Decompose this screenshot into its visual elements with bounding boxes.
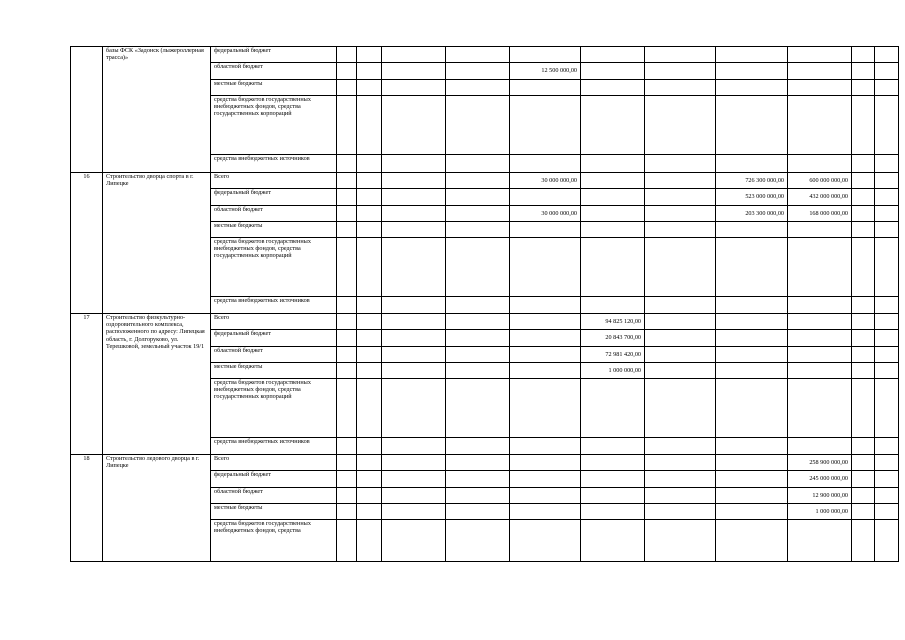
amount-cell <box>875 488 899 504</box>
amount-cell <box>852 347 875 363</box>
amount-cell <box>788 438 852 455</box>
amount-cell <box>446 96 510 155</box>
amount-cell <box>446 80 510 96</box>
amount-cell <box>357 63 382 80</box>
amount-cell <box>645 47 716 63</box>
amount-cell <box>446 206 510 222</box>
amount-cell: 258 900 000,00 <box>788 455 852 471</box>
amount-cell <box>446 488 510 504</box>
amount-cell <box>788 379 852 438</box>
amount-cell <box>875 206 899 222</box>
amount-cell <box>645 438 716 455</box>
amount-cell <box>788 363 852 379</box>
amount-cell <box>382 206 446 222</box>
amount-cell <box>716 330 788 347</box>
amount-cell <box>788 314 852 330</box>
amount-cell <box>581 206 645 222</box>
amount-cell <box>852 488 875 504</box>
amount-cell <box>337 297 357 314</box>
funding-source-cell: областной бюджет <box>211 488 337 504</box>
amount-cell <box>788 238 852 297</box>
amount-cell <box>645 63 716 80</box>
table-row <box>71 455 899 471</box>
amount-cell <box>337 504 357 520</box>
amount-cell <box>446 155 510 173</box>
table-row <box>71 173 899 189</box>
amount-cell <box>382 347 446 363</box>
amount-cell <box>645 222 716 238</box>
amount-cell <box>852 189 875 206</box>
amount-cell <box>852 504 875 520</box>
amount-cell <box>875 96 899 155</box>
amount-cell <box>716 379 788 438</box>
amount-cell <box>716 297 788 314</box>
amount-cell <box>788 80 852 96</box>
amount-cell <box>645 455 716 471</box>
amount-cell <box>788 96 852 155</box>
amount-cell <box>645 488 716 504</box>
amount-cell <box>382 504 446 520</box>
amount-cell: 1 000 000,00 <box>581 363 645 379</box>
funding-source-cell: средства внебюджетных источников <box>211 438 337 455</box>
row-number-cell: 17 <box>71 314 103 455</box>
amount-cell <box>510 96 581 155</box>
table-row <box>71 314 899 330</box>
amount-cell <box>581 471 645 488</box>
funding-source-cell: федеральный бюджет <box>211 330 337 347</box>
amount-cell <box>581 455 645 471</box>
amount-cell <box>581 504 645 520</box>
amount-cell <box>716 80 788 96</box>
amount-cell <box>788 297 852 314</box>
amount-cell <box>875 238 899 297</box>
amount-cell <box>446 438 510 455</box>
amount-cell <box>581 96 645 155</box>
amount-cell: 203 300 000,00 <box>716 206 788 222</box>
amount-cell <box>875 455 899 471</box>
amount-cell <box>788 520 852 562</box>
row-number-cell <box>71 47 103 173</box>
amount-cell: 245 000 000,00 <box>788 471 852 488</box>
amount-cell <box>357 206 382 222</box>
amount-cell <box>357 347 382 363</box>
amount-cell <box>337 379 357 438</box>
funding-source-cell: федеральный бюджет <box>211 47 337 63</box>
amount-cell <box>382 363 446 379</box>
amount-cell <box>581 297 645 314</box>
amount-cell <box>852 471 875 488</box>
amount-cell <box>357 96 382 155</box>
amount-cell <box>875 63 899 80</box>
amount-cell <box>382 189 446 206</box>
amount-cell <box>446 238 510 297</box>
amount-cell <box>357 47 382 63</box>
amount-cell <box>716 488 788 504</box>
amount-cell <box>788 63 852 80</box>
amount-cell <box>852 222 875 238</box>
amount-cell <box>337 455 357 471</box>
amount-cell <box>645 520 716 562</box>
amount-cell <box>510 314 581 330</box>
amount-cell <box>357 80 382 96</box>
funding-source-cell: средства внебюджетных источников <box>211 297 337 314</box>
amount-cell <box>852 379 875 438</box>
amount-cell <box>875 314 899 330</box>
project-name-cell: базы ФСК «Задонск (лыжероллерная трасса)» <box>103 47 211 173</box>
amount-cell <box>788 155 852 173</box>
amount-cell <box>382 438 446 455</box>
amount-cell: 72 981 420,00 <box>581 347 645 363</box>
amount-cell <box>852 206 875 222</box>
amount-cell <box>581 379 645 438</box>
amount-cell <box>510 471 581 488</box>
amount-cell <box>875 504 899 520</box>
amount-cell <box>337 330 357 347</box>
project-name-cell: Строительство ледового дворца в г. Липецке <box>103 455 211 562</box>
amount-cell <box>852 63 875 80</box>
amount-cell <box>357 155 382 173</box>
amount-cell <box>510 347 581 363</box>
amount-cell <box>852 238 875 297</box>
amount-cell: 12 900 000,00 <box>788 488 852 504</box>
amount-cell <box>788 330 852 347</box>
amount-cell <box>852 155 875 173</box>
amount-cell <box>581 63 645 80</box>
amount-cell: 523 000 000,00 <box>716 189 788 206</box>
amount-cell <box>645 363 716 379</box>
amount-cell <box>852 297 875 314</box>
amount-cell <box>446 314 510 330</box>
amount-cell <box>852 47 875 63</box>
amount-cell <box>446 471 510 488</box>
amount-cell <box>382 173 446 189</box>
amount-cell <box>788 222 852 238</box>
amount-cell <box>382 80 446 96</box>
funding-source-cell: средства бюджетов государственных внебюджетных фондов, средства государственных корпораций <box>211 96 337 155</box>
amount-cell <box>716 438 788 455</box>
amount-cell: 432 000 000,00 <box>788 189 852 206</box>
funding-source-cell: Всего <box>211 455 337 471</box>
amount-cell <box>382 63 446 80</box>
amount-cell <box>510 438 581 455</box>
amount-cell <box>788 347 852 363</box>
amount-cell <box>581 238 645 297</box>
amount-cell <box>446 189 510 206</box>
amount-cell <box>716 504 788 520</box>
amount-cell <box>645 297 716 314</box>
amount-cell <box>581 488 645 504</box>
document-sheet <box>70 46 899 562</box>
amount-cell <box>382 238 446 297</box>
amount-cell: 20 843 700,00 <box>581 330 645 347</box>
amount-cell <box>875 155 899 173</box>
amount-cell <box>337 206 357 222</box>
amount-cell <box>716 471 788 488</box>
funding-source-cell: средства бюджетов государственных внебюджетных фондов, средства <box>211 520 337 562</box>
amount-cell <box>446 222 510 238</box>
amount-cell <box>581 222 645 238</box>
amount-cell <box>446 363 510 379</box>
amount-cell <box>382 155 446 173</box>
amount-cell <box>357 330 382 347</box>
amount-cell <box>510 80 581 96</box>
amount-cell <box>357 455 382 471</box>
amount-cell: 1 000 000,00 <box>788 504 852 520</box>
amount-cell <box>510 222 581 238</box>
amount-cell <box>382 488 446 504</box>
funding-source-cell: местные бюджеты <box>211 504 337 520</box>
amount-cell <box>337 471 357 488</box>
amount-cell <box>337 80 357 96</box>
amount-cell <box>510 47 581 63</box>
amount-cell <box>788 47 852 63</box>
amount-cell: 94 825 120,00 <box>581 314 645 330</box>
amount-cell <box>357 520 382 562</box>
amount-cell <box>875 330 899 347</box>
funding-source-cell: областной бюджет <box>211 347 337 363</box>
amount-cell <box>645 173 716 189</box>
amount-cell <box>337 488 357 504</box>
amount-cell <box>510 520 581 562</box>
amount-cell <box>510 363 581 379</box>
amount-cell <box>337 238 357 297</box>
amount-cell <box>337 47 357 63</box>
amount-cell <box>357 471 382 488</box>
amount-cell: 30 000 000,00 <box>510 206 581 222</box>
amount-cell <box>645 155 716 173</box>
row-number-cell: 16 <box>71 173 103 314</box>
amount-cell <box>510 297 581 314</box>
amount-cell <box>337 96 357 155</box>
amount-cell <box>852 438 875 455</box>
amount-cell <box>337 155 357 173</box>
amount-cell <box>446 504 510 520</box>
project-name-cell: Строительство физкультурно-оздоровительного комплекса, расположенного по адресу: Липецкая область, г. Долгоруково, ул. Терешковой, земельный участок 19/1 <box>103 314 211 455</box>
amount-cell <box>357 488 382 504</box>
funding-source-cell: федеральный бюджет <box>211 471 337 488</box>
funding-source-cell: Всего <box>211 173 337 189</box>
amount-cell <box>382 520 446 562</box>
amount-cell <box>337 63 357 80</box>
amount-cell <box>446 347 510 363</box>
amount-cell <box>337 438 357 455</box>
amount-cell: 12 500 000,00 <box>510 63 581 80</box>
amount-cell <box>357 438 382 455</box>
funding-source-cell: местные бюджеты <box>211 80 337 96</box>
amount-cell <box>337 347 357 363</box>
amount-cell <box>510 189 581 206</box>
amount-cell <box>446 379 510 438</box>
table-row <box>71 47 899 63</box>
amount-cell <box>716 47 788 63</box>
amount-cell <box>382 330 446 347</box>
amount-cell <box>716 155 788 173</box>
amount-cell: 600 000 000,00 <box>788 173 852 189</box>
amount-cell <box>645 238 716 297</box>
amount-cell <box>875 471 899 488</box>
amount-cell <box>581 80 645 96</box>
amount-cell <box>581 189 645 206</box>
amount-cell <box>852 455 875 471</box>
amount-cell <box>382 455 446 471</box>
amount-cell <box>446 455 510 471</box>
amount-cell <box>716 222 788 238</box>
amount-cell <box>446 520 510 562</box>
amount-cell <box>510 155 581 173</box>
amount-cell <box>357 314 382 330</box>
amount-cell <box>510 488 581 504</box>
amount-cell <box>581 47 645 63</box>
funding-source-cell: областной бюджет <box>211 206 337 222</box>
amount-cell <box>645 189 716 206</box>
amount-cell <box>337 363 357 379</box>
amount-cell <box>645 96 716 155</box>
amount-cell <box>446 63 510 80</box>
amount-cell <box>382 314 446 330</box>
amount-cell <box>337 314 357 330</box>
amount-cell <box>875 173 899 189</box>
amount-cell <box>875 189 899 206</box>
amount-cell <box>382 379 446 438</box>
amount-cell <box>852 80 875 96</box>
amount-cell <box>337 173 357 189</box>
amount-cell <box>382 222 446 238</box>
amount-cell: 168 000 000,00 <box>788 206 852 222</box>
amount-cell <box>357 238 382 297</box>
amount-cell <box>382 96 446 155</box>
amount-cell <box>852 363 875 379</box>
amount-cell <box>581 520 645 562</box>
amount-cell <box>645 314 716 330</box>
amount-cell <box>581 155 645 173</box>
amount-cell <box>337 222 357 238</box>
amount-cell <box>357 189 382 206</box>
amount-cell <box>716 520 788 562</box>
amount-cell <box>357 504 382 520</box>
funding-source-cell: Всего <box>211 314 337 330</box>
amount-cell <box>875 438 899 455</box>
amount-cell <box>382 47 446 63</box>
amount-cell <box>716 314 788 330</box>
amount-cell <box>382 471 446 488</box>
amount-cell <box>852 330 875 347</box>
amount-cell <box>716 363 788 379</box>
amount-cell <box>337 520 357 562</box>
amount-cell <box>645 206 716 222</box>
project-name-cell: Строительство дворца спорта в г. Липецке <box>103 173 211 314</box>
funding-source-cell: федеральный бюджет <box>211 189 337 206</box>
amount-cell <box>875 297 899 314</box>
amount-cell <box>510 504 581 520</box>
amount-cell <box>645 504 716 520</box>
funding-source-cell: средства бюджетов государственных внебюджетных фондов, средства государственных корпораций <box>211 238 337 297</box>
amount-cell <box>875 80 899 96</box>
funding-source-cell: местные бюджеты <box>211 363 337 379</box>
amount-cell <box>645 471 716 488</box>
amount-cell <box>875 379 899 438</box>
amount-cell <box>357 379 382 438</box>
amount-cell <box>852 96 875 155</box>
amount-cell <box>510 379 581 438</box>
amount-cell <box>581 438 645 455</box>
amount-cell <box>357 363 382 379</box>
funding-source-cell: местные бюджеты <box>211 222 337 238</box>
amount-cell <box>645 330 716 347</box>
funding-source-cell: средства внебюджетных источников <box>211 155 337 173</box>
amount-cell <box>446 47 510 63</box>
amount-cell <box>382 297 446 314</box>
amount-cell <box>852 520 875 562</box>
amount-cell <box>510 238 581 297</box>
amount-cell <box>875 347 899 363</box>
amount-cell <box>875 363 899 379</box>
amount-cell <box>875 222 899 238</box>
amount-cell <box>875 520 899 562</box>
funding-source-cell: областной бюджет <box>211 63 337 80</box>
amount-cell <box>716 96 788 155</box>
amount-cell <box>852 173 875 189</box>
amount-cell <box>645 347 716 363</box>
amount-cell <box>510 330 581 347</box>
amount-cell: 30 000 000,00 <box>510 173 581 189</box>
amount-cell <box>645 80 716 96</box>
row-number-cell: 18 <box>71 455 103 562</box>
amount-cell <box>446 173 510 189</box>
amount-cell <box>357 222 382 238</box>
amount-cell <box>852 314 875 330</box>
amount-cell <box>716 347 788 363</box>
amount-cell <box>875 47 899 63</box>
amount-cell <box>716 455 788 471</box>
amount-cell <box>337 189 357 206</box>
amount-cell <box>510 455 581 471</box>
funding-source-cell: средства бюджетов государственных внебюджетных фондов, средства государственных корпораций <box>211 379 337 438</box>
amount-cell <box>357 173 382 189</box>
budget-table <box>70 46 899 562</box>
amount-cell: 726 300 000,00 <box>716 173 788 189</box>
amount-cell <box>581 173 645 189</box>
amount-cell <box>446 297 510 314</box>
amount-cell <box>716 238 788 297</box>
amount-cell <box>716 63 788 80</box>
amount-cell <box>446 330 510 347</box>
amount-cell <box>357 297 382 314</box>
amount-cell <box>645 379 716 438</box>
